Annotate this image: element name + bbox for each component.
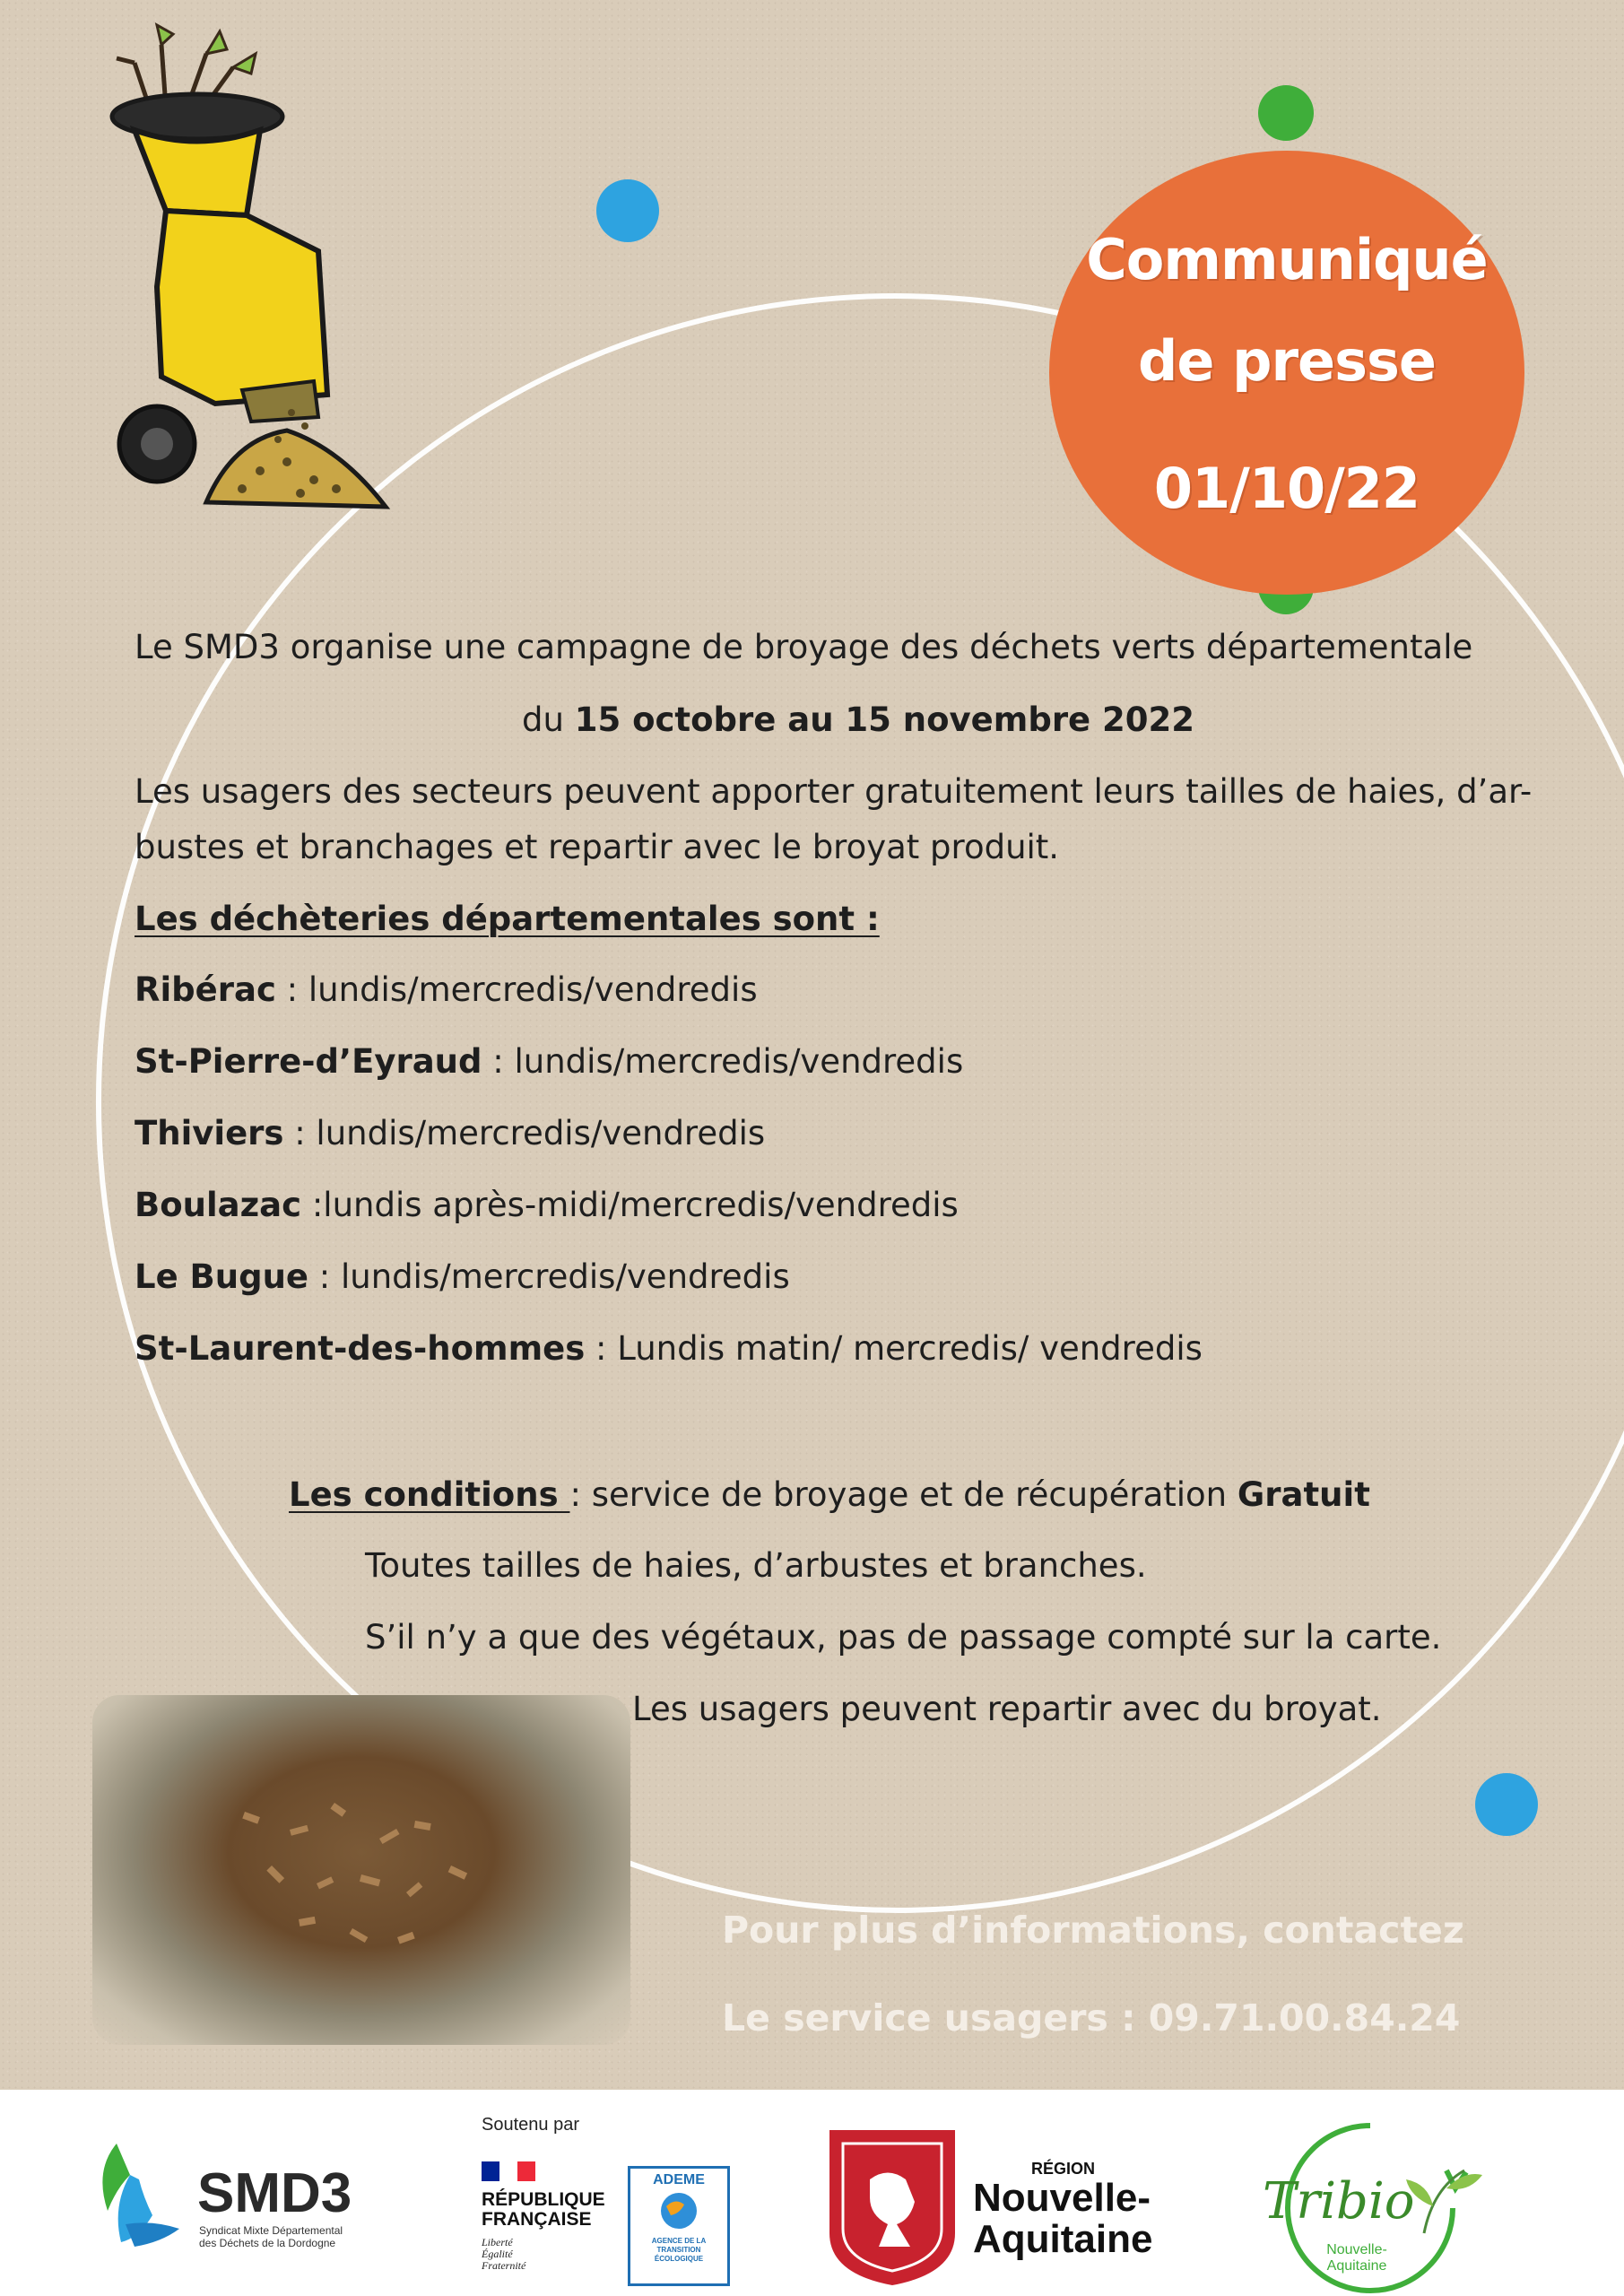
ademe-subtitle [630, 2237, 727, 2264]
region-line2: Aquitaine [973, 2217, 1153, 2261]
region-name [973, 2178, 1152, 2260]
marianne-flag-icon [482, 2161, 535, 2181]
contact-line1: Pour plus d’informations, contactez [722, 1909, 1464, 1952]
intro-paragraph-line2: bustes et branchages et repartir avec le broyat produit. [135, 828, 1060, 866]
decheterie-schedule: : lundis/mercredis/vendredis [283, 1114, 766, 1152]
blue-dot-right [1475, 1773, 1538, 1836]
intro-paragraph-line1: Les usagers des secteurs peuvent apporter gratuitement leurs tailles de haies, d’ar- [135, 772, 1533, 811]
ademe-globe-icon [630, 2188, 727, 2233]
conditions-line [289, 1475, 1370, 1515]
conditions-line3: S’il n’y a que des végétaux, pas de passage compté sur la carte. [365, 1618, 1442, 1657]
green-dot-top [1258, 85, 1314, 141]
republique-text [482, 2190, 605, 2230]
badge-subtitle: de presse [1138, 328, 1436, 394]
conditions-free: Gratuit [1237, 1475, 1370, 1514]
dates-bold: 15 octobre au 15 novembre 2022 [574, 700, 1195, 739]
decheterie-item [135, 1042, 963, 1082]
ademe-name: ADEME [653, 2172, 705, 2187]
smd3-subtitle-line1: Syndicat Mixte Départemental [199, 2224, 343, 2237]
decheterie-schedule: :lundis après-midi/mercredis/vendredis [301, 1186, 959, 1224]
tribio-subtitle [1298, 2242, 1415, 2274]
smd3-subtitle-line2: des Déchets de la Dordogne [199, 2237, 336, 2249]
decheterie-schedule: : lundis/mercredis/vendredis [482, 1042, 964, 1081]
region-lion-shield-icon [825, 2126, 960, 2287]
wood-chipper-illustration [99, 18, 404, 529]
tribio-name: Tribio [1263, 2172, 1415, 2231]
soutenu-label: Soutenu par [482, 2115, 579, 2135]
intro-line: Le SMD3 organise une campagne de broyage des déchets verts départementale [135, 628, 1473, 666]
tribio-sub1: Nouvelle- [1326, 2242, 1387, 2257]
motto-egalite: Égalité [482, 2248, 513, 2260]
decheterie-name: Ribérac [135, 970, 276, 1009]
decheterie-item [135, 1186, 959, 1225]
decheterie-name: St-Laurent-des-hommes [135, 1329, 586, 1368]
campaign-dates [522, 700, 1194, 740]
footer-logos [0, 2090, 1624, 2296]
wood-chips-photo [92, 1695, 630, 2045]
smd3-subtitle [199, 2224, 343, 2249]
decheterie-name: Boulazac [135, 1186, 302, 1224]
republique-line2: FRANÇAISE [482, 2209, 592, 2230]
decheterie-name: St-Pierre-d’Eyraud [135, 1042, 482, 1081]
smd3-hands-icon [90, 2135, 197, 2251]
contact-phone: Le service usagers : 09.71.00.84.24 [722, 1996, 1461, 2039]
decheterie-schedule: : lundis/mercredis/vendredis [275, 970, 758, 1009]
decheterie-item [135, 1257, 790, 1297]
smd3-logo [90, 2135, 359, 2260]
decheterie-schedule: : lundis/mercredis/vendredis [308, 1257, 790, 1296]
republique-francaise-logo [482, 2161, 616, 2287]
smd3-name: SMD3 [197, 2162, 352, 2224]
dates-prefix: du [522, 700, 575, 739]
badge-date: 01/10/22 [1153, 456, 1420, 521]
decheterie-item [135, 1114, 765, 1153]
motto-fraternite: Fraternité [482, 2259, 526, 2272]
region-label: RÉGION [1031, 2160, 1096, 2178]
decheterie-name: Thiviers [135, 1114, 284, 1152]
wood-chips-texture [92, 1695, 630, 2045]
decheteries-heading: Les déchèteries départementales sont : [135, 900, 880, 938]
conditions-label: Les conditions [289, 1475, 570, 1514]
region-line1: Nouvelle- [973, 2176, 1151, 2220]
tribio-sub2: Aquitaine [1326, 2258, 1387, 2274]
republique-motto [482, 2237, 525, 2272]
ademe-sub2: TRANSITION [656, 2246, 701, 2254]
decheterie-item [135, 970, 758, 1010]
press-release-badge [1049, 151, 1524, 595]
motto-liberte: Liberté [482, 2236, 513, 2248]
conditions-line4: Les usagers peuvent repartir avec du broyat. [632, 1690, 1382, 1728]
blue-dot-top [596, 179, 659, 242]
conditions-text: : service de broyage et de récupération [569, 1475, 1238, 1514]
decheterie-name: Le Bugue [135, 1257, 309, 1296]
badge-title: Communiqué [1086, 227, 1488, 292]
ademe-logo [628, 2166, 730, 2286]
region-nouvelle-aquitaine-logo [825, 2126, 1202, 2287]
ademe-sub3: ÉCOLOGIQUE [654, 2255, 704, 2263]
decheterie-schedule: : Lundis matin/ mercredis/ vendredis [585, 1329, 1203, 1368]
tribio-logo [1254, 2117, 1487, 2296]
decheterie-item [135, 1329, 1203, 1369]
conditions-line2: Toutes tailles de haies, d’arbustes et branches. [365, 1546, 1147, 1585]
republique-line1: RÉPUBLIQUE [482, 2189, 605, 2210]
ademe-sub1: AGENCE DE LA [651, 2237, 707, 2245]
